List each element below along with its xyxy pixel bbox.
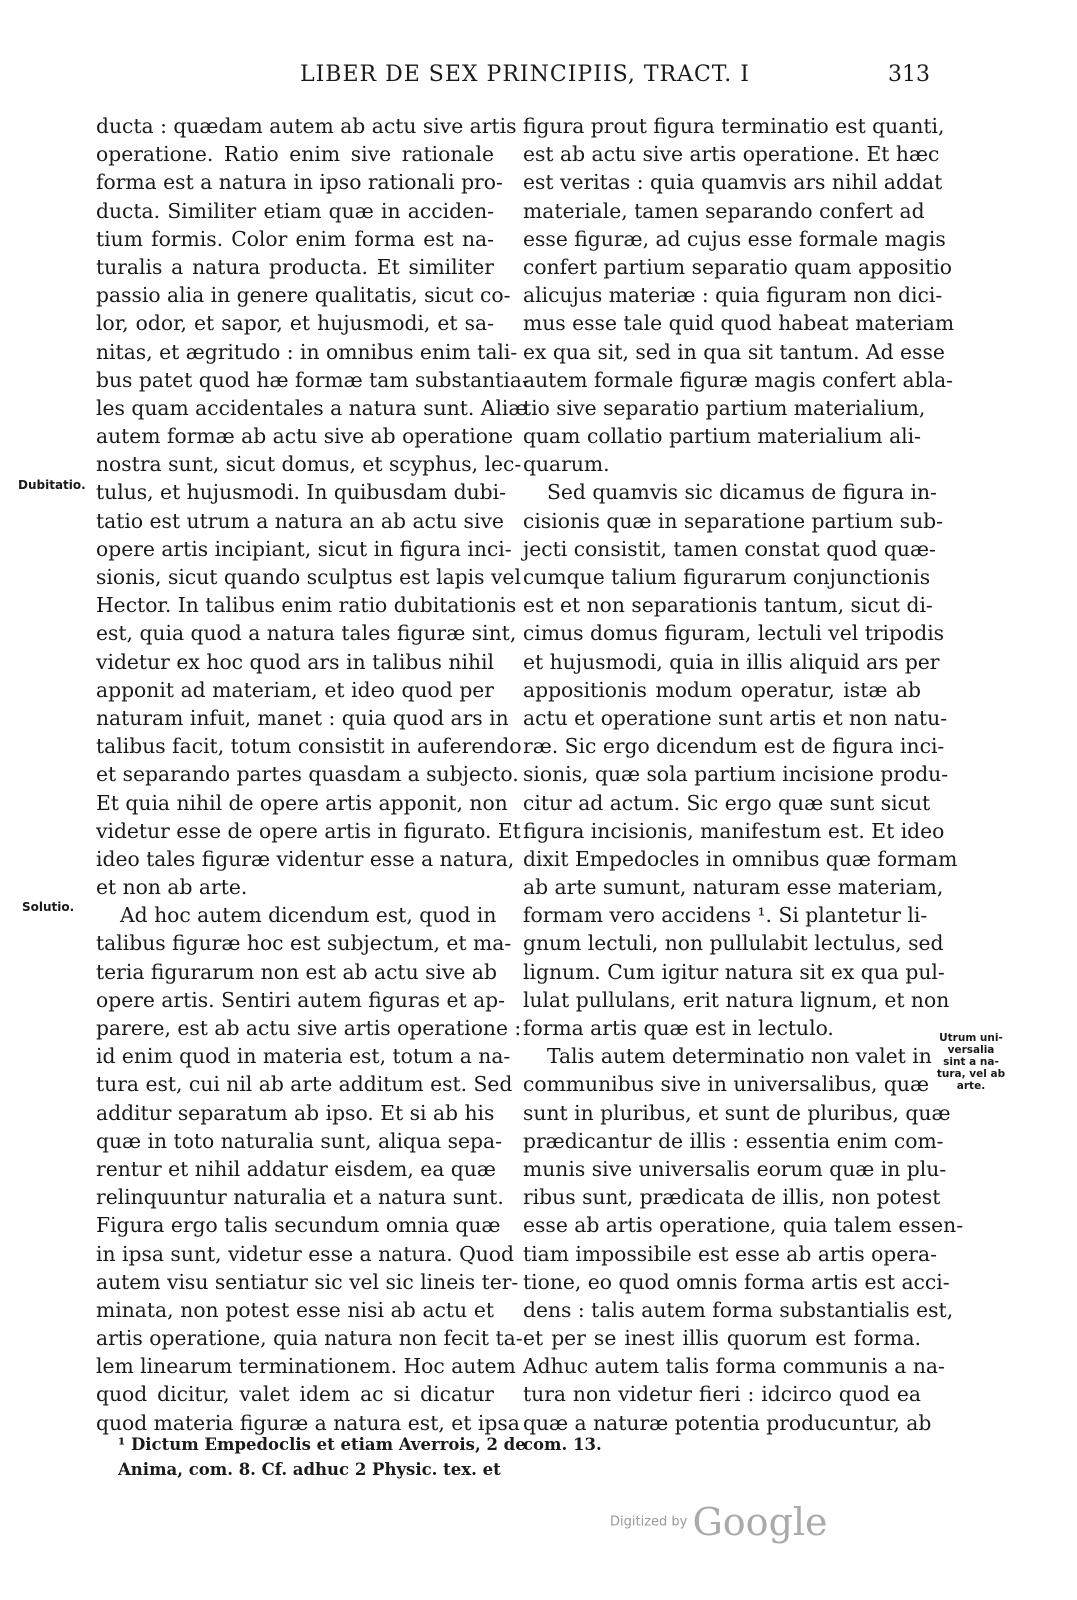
text-line: et per se inest illis quorum est forma. bbox=[523, 1326, 921, 1351]
text-line: opere artis incipiant, sicut in figura inci- bbox=[96, 536, 512, 561]
text-line: cumque talium figurarum conjunctionis bbox=[523, 565, 931, 589]
text-line: Figura ergo talis secundum omnia quæ bbox=[96, 1213, 501, 1238]
page-number: 313 bbox=[888, 62, 930, 87]
text-line: tura est, cui nil ab arte additum est. Sed bbox=[96, 1072, 513, 1097]
text-line: sunt in pluribus, et sunt de pluribus, quæ bbox=[523, 1100, 951, 1125]
text-line: est ab actu sive artis operatione. Et hæc bbox=[523, 142, 940, 167]
right-text-column bbox=[523, 112, 964, 1437]
text-line: les quam accidentales a natura sunt. Aliæ bbox=[96, 395, 528, 420]
text-line: id enim quod in materia est, totum a na- bbox=[96, 1044, 511, 1069]
text-line: actu et operatione sunt artis et non natu- bbox=[523, 705, 948, 730]
text-line: autem visu sentiatur sic vel sic lineis ter- bbox=[96, 1269, 519, 1294]
text-line: ducta. Similiter etiam quæ in acciden- bbox=[96, 198, 494, 223]
text-line: ex qua sit, sed in qua sit tantum. Ad esse bbox=[523, 339, 945, 364]
text-line: gnum lectuli, non pullulabit lectulus, sed bbox=[523, 931, 944, 956]
text-line: minata, non potest esse nisi ab actu et bbox=[96, 1297, 494, 1322]
text-line: est et non separationis tantum, sicut di- bbox=[523, 593, 933, 618]
text-line: esse ab artis operatione, quia talem essen- bbox=[523, 1213, 964, 1238]
text-line: rentur et nihil addatur eisdem, ea quæ bbox=[96, 1156, 496, 1181]
text-line: esse figuræ, ad cujus esse formale magis bbox=[523, 226, 946, 251]
text-line: et non ab arte. bbox=[96, 875, 248, 900]
footnote-line: Anima, com. 8. Cf. adhuc 2 Physic. tex. et bbox=[118, 1460, 501, 1479]
left-text-column bbox=[96, 112, 529, 1437]
text-line: mus esse tale quid quod habeat materiam bbox=[523, 311, 955, 336]
text-line: Hector. In talibus enim ratio dubitationis bbox=[96, 593, 517, 618]
text-line: ducta : quædam autem ab actu sive artis bbox=[96, 114, 517, 138]
margin-note-line: versalia bbox=[947, 1044, 995, 1056]
text-line: additur separatum ab ipso. Et si ab his bbox=[96, 1100, 495, 1125]
text-line: tiam impossibile est esse ab artis opera- bbox=[523, 1241, 937, 1266]
text-line: jecti consistit, tamen constat quod quæ- bbox=[523, 536, 936, 561]
text-line: formam vero accidens ¹. Si plantetur li- bbox=[523, 903, 928, 928]
text-line: videtur ex hoc quod ars in talibus nihil bbox=[96, 649, 494, 674]
text-line: alicujus materiæ : quia figuram non dici- bbox=[523, 283, 943, 308]
text-line: tione, eo quod omnis forma artis est acci- bbox=[523, 1269, 950, 1294]
text-line: Et quia nihil de opere artis apponit, non bbox=[96, 790, 508, 815]
text-line: turalis a natura producta. Et similiter bbox=[96, 254, 494, 279]
text-line: et hujusmodi, quia in illis aliquid ars per bbox=[523, 649, 940, 674]
watermark-prefix: Digitized by bbox=[610, 1514, 688, 1530]
text-line: relinquuntur naturalia et a natura sunt. bbox=[96, 1185, 504, 1210]
text-line: apponit ad materiam, et ideo quod per bbox=[96, 677, 494, 702]
digitized-watermark bbox=[610, 1500, 828, 1544]
text-line: dens : talis autem forma substantialis est, bbox=[523, 1297, 954, 1322]
text-line: parere, est ab actu sive artis operatione : bbox=[96, 1016, 522, 1040]
footnote-line: com. 13. bbox=[523, 1435, 602, 1454]
text-line: tulus, et hujusmodi. In quibusdam dubi- bbox=[96, 480, 506, 505]
google-logo: Google bbox=[692, 1500, 828, 1544]
text-line: talibus facit, totum consistit in auferendo bbox=[96, 734, 522, 759]
text-line: tium formis. Color enim forma est na- bbox=[96, 226, 494, 251]
text-line: Talis autem determinatio non valet in bbox=[547, 1044, 932, 1069]
text-line: cimus domus figuram, lectuli vel tripodis bbox=[523, 621, 945, 646]
text-line: est, quia quod a natura tales figuræ sint, bbox=[96, 621, 517, 646]
text-line: quod materia figuræ a natura est, et ipsa bbox=[96, 1410, 520, 1435]
margin-note-line: Utrum uni- bbox=[939, 1032, 1003, 1044]
text-line: Ad hoc autem dicendum est, quod in bbox=[120, 903, 497, 928]
text-line: bus patet quod hæ formæ tam substantia- bbox=[96, 367, 529, 392]
margin-note-solutio: Solutio. bbox=[22, 900, 75, 914]
text-line: forma est a natura in ipso rationali pro- bbox=[96, 170, 503, 195]
text-line: confert partium separatio quam appositio bbox=[523, 254, 952, 279]
text-line: artis operatione, quia natura non fecit ta- bbox=[96, 1326, 523, 1351]
running-title: LIBER DE SEX PRINCIPIIS, TRACT. I bbox=[300, 62, 750, 87]
text-line: tura non videtur fieri : idcirco quod ea bbox=[523, 1382, 921, 1407]
text-line: naturam infuit, manet : quia quod ars in bbox=[96, 705, 509, 730]
margin-note-line: arte. bbox=[956, 1080, 986, 1092]
text-line: figura incisionis, manifestum est. Et ideo bbox=[523, 818, 945, 843]
text-line: est veritas : quia quamvis ars nihil addat bbox=[523, 170, 943, 195]
text-line: lignum. Cum igitur natura sit ex qua pul- bbox=[523, 959, 945, 984]
text-line: tio sive separatio partium materialium, bbox=[523, 395, 926, 420]
text-line: ideo tales figuræ videntur esse a natura, bbox=[96, 846, 515, 871]
text-line: in ipsa sunt, videtur esse a natura. Quod bbox=[96, 1241, 515, 1266]
text-line: lem linearum terminationem. Hoc autem bbox=[96, 1354, 516, 1379]
text-line: quæ in toto naturalia sunt, aliqua sepa- bbox=[96, 1128, 502, 1153]
text-line: sionis, sicut quando sculptus est lapis vel bbox=[96, 565, 521, 589]
text-line: passio alia in genere qualitatis, sicut co- bbox=[96, 283, 511, 308]
text-line: citur ad actum. Sic ergo quæ sunt sicut bbox=[523, 790, 931, 815]
text-line: figura prout figura terminatio est quanti, bbox=[523, 114, 945, 138]
text-line: cisionis quæ in separatione partium sub- bbox=[523, 508, 943, 533]
text-line: talibus figuræ hoc est subjectum, et ma- bbox=[96, 931, 512, 956]
text-line: quam collatio partium materialium ali- bbox=[523, 424, 921, 449]
text-line: prædicantur de illis : essentia enim com- bbox=[523, 1128, 944, 1153]
text-line: communibus sive in universalibus, quæ bbox=[523, 1072, 930, 1097]
text-line: ræ. Sic ergo dicendum est de figura inci- bbox=[523, 734, 945, 759]
text-line: munis sive universalis eorum quæ in plu- bbox=[523, 1156, 947, 1181]
text-line: ribus sunt, prædicata de illis, non potest bbox=[523, 1185, 941, 1210]
text-line: nostra sunt, sicut domus, et scyphus, lec- bbox=[96, 452, 522, 477]
margin-note-line: sint a na- bbox=[943, 1056, 999, 1068]
text-line: sionis, quæ sola partium incisione produ- bbox=[523, 762, 949, 787]
text-line: et separando partes quasdam a subjecto. bbox=[96, 762, 519, 787]
text-line: operatione. Ratio enim sive rationale bbox=[96, 142, 494, 167]
text-line: quarum. bbox=[523, 452, 610, 477]
text-line: lulat pullulans, erit natura lignum, et non bbox=[523, 987, 950, 1012]
text-line: Adhuc autem talis forma communis a na- bbox=[523, 1354, 945, 1379]
text-line: appositionis modum operatur, istæ ab bbox=[523, 677, 921, 702]
text-line: dixit Empedocles in omnibus quæ formam bbox=[523, 846, 958, 871]
text-line: autem formæ ab actu sive ab operatione bbox=[96, 424, 513, 449]
margin-note-dubitatio: Dubitatio. bbox=[18, 478, 86, 492]
footnote-right bbox=[523, 1432, 602, 1457]
running-header bbox=[0, 62, 1077, 92]
text-line: opere artis. Sentiri autem figuras et ap- bbox=[96, 987, 506, 1012]
text-line: materiale, tamen separando confert ad bbox=[523, 198, 925, 223]
text-line: autem formale figuræ magis confert abla- bbox=[523, 367, 954, 392]
text-line: Sed quamvis sic dicamus de figura in- bbox=[547, 480, 937, 505]
text-line: quæ a naturæ potentia producuntur, ab bbox=[523, 1410, 932, 1435]
text-line: quod dicitur, valet idem ac si dicatur bbox=[96, 1382, 494, 1407]
text-line: forma artis quæ est in lectulo. bbox=[523, 1016, 834, 1040]
margin-note-utrum bbox=[930, 1032, 1012, 1092]
margin-note-line: tura, vel ab bbox=[936, 1068, 1006, 1080]
text-line: ab arte sumunt, naturam esse materiam, bbox=[523, 875, 944, 900]
text-line: teria figurarum non est ab actu sive ab bbox=[96, 959, 497, 984]
text-line: tatio est utrum a natura an ab actu sive bbox=[96, 508, 504, 533]
text-line: nitas, et ægritudo : in omnibus enim tali- bbox=[96, 339, 518, 364]
text-line: lor, odor, et sapor, et hujusmodi, et sa- bbox=[96, 311, 494, 336]
text-line: videtur esse de opere artis in figurato. Et bbox=[96, 818, 521, 843]
footnote-line: ¹ Dictum Empedoclis et etiam Averrois, 2 de bbox=[118, 1435, 526, 1454]
footnote-left bbox=[118, 1432, 526, 1482]
